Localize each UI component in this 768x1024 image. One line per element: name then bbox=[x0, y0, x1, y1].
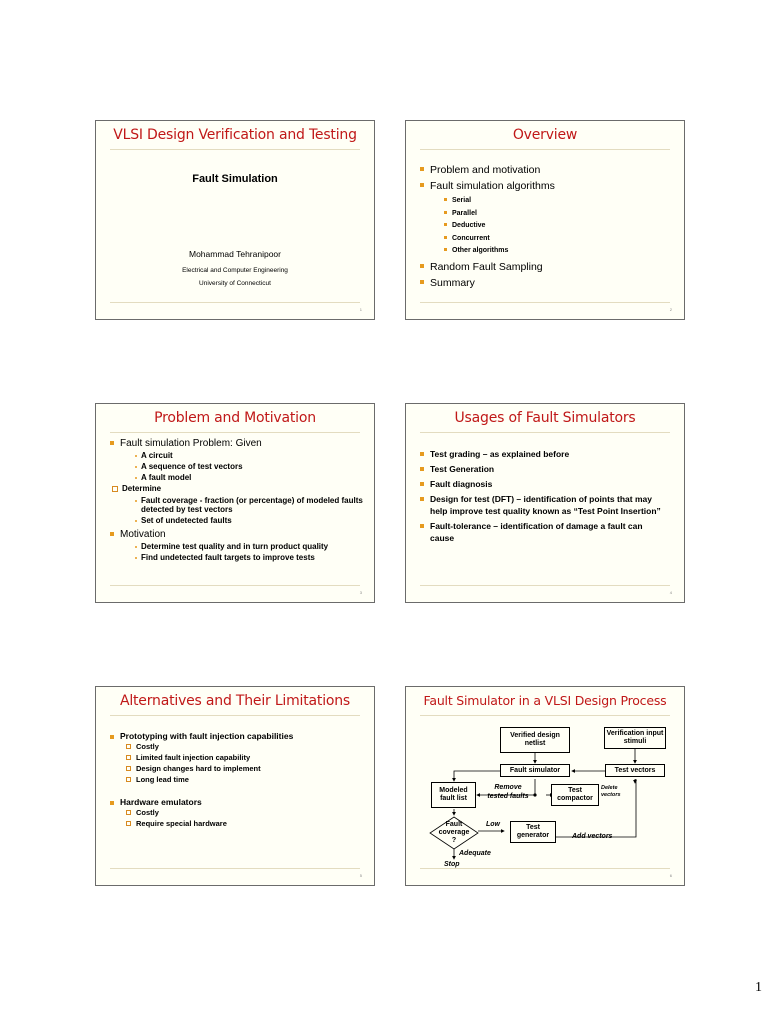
slide-problem bbox=[95, 403, 375, 603]
page-number: 1 bbox=[755, 980, 762, 995]
fault-simulator-box: Fault simulator bbox=[500, 764, 570, 777]
list-item: Hardware emulators bbox=[110, 797, 364, 808]
divider bbox=[110, 715, 360, 716]
list-item: Test grading – as explained before bbox=[420, 448, 668, 460]
list-item: Determine bbox=[112, 484, 364, 494]
slide-fault-simulator-process bbox=[405, 686, 685, 886]
university: University of Connecticut bbox=[199, 280, 271, 287]
verified-netlist-box: Verified design netlist bbox=[500, 727, 570, 753]
slide-title-heading: Alternatives and Their Limitations bbox=[119, 693, 351, 709]
slide-content bbox=[110, 437, 364, 564]
list-item: Limited fault injection capability bbox=[126, 753, 364, 763]
test-compactor-box: Test compactor bbox=[551, 784, 599, 806]
list-item: Summary bbox=[420, 276, 674, 290]
list-item: Test Generation bbox=[420, 463, 668, 475]
list-item: A sequence of test vectors bbox=[134, 462, 364, 472]
divider bbox=[420, 432, 670, 433]
list-item: Deductive bbox=[444, 220, 674, 233]
list-item: Fault-tolerance – identification of damage a fault can cause bbox=[420, 520, 668, 544]
divider bbox=[110, 432, 360, 433]
test-vectors-box: Test vectors bbox=[605, 764, 665, 777]
list-item: A fault model bbox=[134, 473, 364, 483]
slide-number: 5 bbox=[359, 873, 362, 878]
author-name: Mohammad Tehranipoor bbox=[189, 249, 281, 259]
slide-usages bbox=[405, 403, 685, 603]
slide-number: 3 bbox=[359, 590, 362, 595]
list-item: Other algorithms bbox=[444, 245, 674, 258]
slide-number: 2 bbox=[669, 307, 672, 312]
list-item: Fault simulation Problem: Given bbox=[110, 437, 364, 450]
divider bbox=[110, 302, 360, 303]
list-item: Costly bbox=[126, 742, 364, 752]
list-item: Determine test quality and in turn product quality bbox=[134, 542, 364, 551]
fault-coverage-label: Fault coverage ? bbox=[438, 821, 470, 844]
list-item: Fault diagnosis bbox=[420, 478, 668, 490]
adequate-label: Adequate bbox=[459, 850, 491, 857]
list-item: Parallel bbox=[444, 208, 674, 221]
slide-alternatives bbox=[95, 686, 375, 886]
slide-number: 1 bbox=[359, 307, 362, 312]
slide-number: 6 bbox=[669, 873, 672, 878]
list-item: Costly bbox=[126, 808, 364, 818]
list-item: Find undetected fault targets to improve tests bbox=[134, 553, 364, 563]
slide-title-heading: Problem and Motivation bbox=[154, 410, 316, 426]
list-item: Long lead time bbox=[126, 775, 364, 785]
low-label: Low bbox=[486, 821, 500, 828]
fault-list-box: Modeled fault list bbox=[431, 782, 476, 808]
list-item: Serial bbox=[444, 195, 674, 208]
list-item: Fault simulation algorithms bbox=[420, 179, 674, 193]
list-item: Set of undetected faults bbox=[134, 516, 364, 526]
slide-title-heading: VLSI Design Verification and Testing bbox=[113, 127, 357, 143]
slide-content bbox=[420, 163, 674, 292]
delete-vectors-label: Delete vectors bbox=[601, 785, 621, 798]
list-item: Concurrent bbox=[444, 233, 674, 246]
divider bbox=[420, 302, 670, 303]
test-generator-box: Test generator bbox=[510, 821, 556, 843]
slide-subtitle: Fault Simulation bbox=[192, 173, 278, 185]
stop-label: Stop bbox=[444, 861, 460, 868]
list-item: Fault coverage - fraction (or percentage) of modeled faults detected by test vectors bbox=[134, 496, 364, 514]
list-item: Random Fault Sampling bbox=[420, 260, 674, 274]
department: Electrical and Computer Engineering bbox=[182, 267, 288, 274]
list-item: Design changes hard to implement bbox=[126, 764, 364, 774]
verification-stimuli-box: Verification input stimuli bbox=[604, 727, 666, 749]
add-vectors-label: Add vectors bbox=[572, 833, 613, 840]
divider bbox=[420, 868, 670, 869]
slide-title-heading: Overview bbox=[512, 127, 578, 143]
slide-content bbox=[420, 448, 668, 547]
divider bbox=[420, 149, 670, 150]
list-item: Require special hardware bbox=[126, 819, 364, 829]
divider bbox=[420, 585, 670, 586]
list-item: A circuit bbox=[134, 451, 364, 461]
remove-faults-label: Remove tested faults bbox=[487, 784, 529, 800]
slide-content bbox=[110, 731, 364, 830]
slide-overview bbox=[405, 120, 685, 320]
slide-title-heading: Usages of Fault Simulators bbox=[454, 410, 636, 426]
list-item: Prototyping with fault injection capabilities bbox=[110, 731, 364, 742]
list-item: Problem and motivation bbox=[420, 163, 674, 177]
list-item: Design for test (DFT) – identification of points that may help improve test quality known as “Test Point Insertion” bbox=[420, 493, 668, 517]
divider bbox=[110, 149, 360, 150]
slide-number: 4 bbox=[669, 590, 672, 595]
slide-title-heading: Fault Simulator in a VLSI Design Process bbox=[423, 693, 667, 708]
divider bbox=[110, 868, 360, 869]
list-item: Motivation bbox=[110, 528, 364, 541]
slide-title bbox=[95, 120, 375, 320]
divider bbox=[110, 585, 360, 586]
